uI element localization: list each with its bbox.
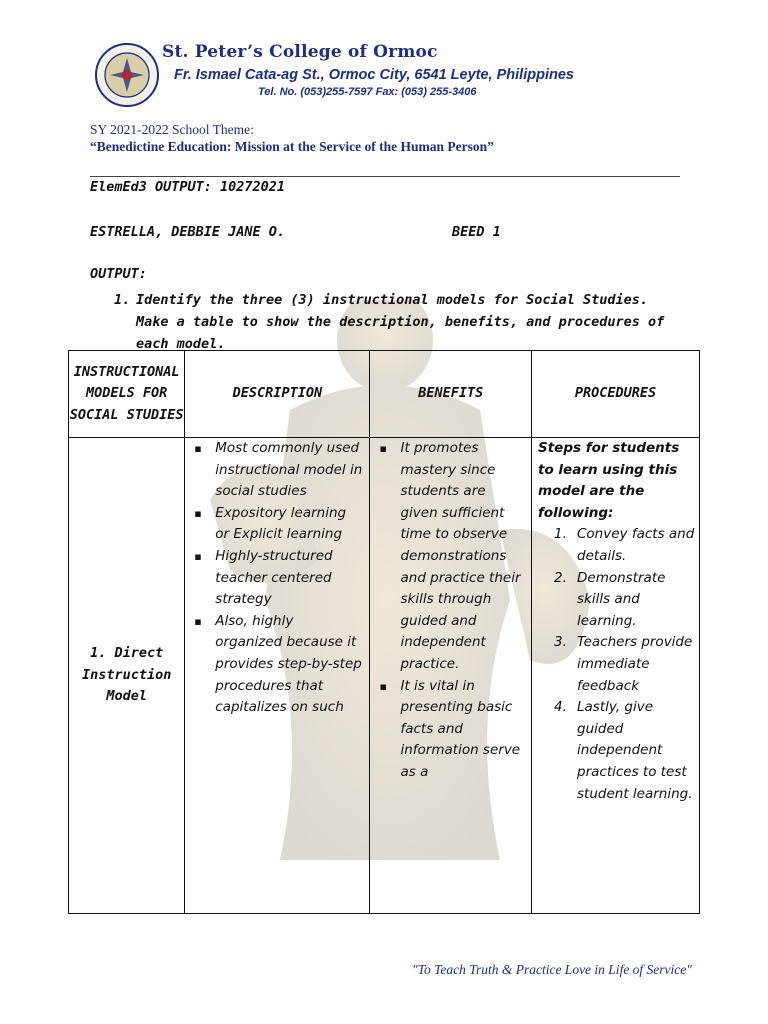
step-number: 3. [554, 634, 567, 651]
model-name: 1. Direct Instruction Model [81, 645, 172, 705]
procedures-intro: Steps for students to learn using this model are the following: [538, 440, 680, 521]
instructional-models-table [68, 350, 700, 914]
list-item: ▪ Also, highly organized because it provides step-by-step procedures that capitalizes on such [185, 611, 363, 719]
instruction-item [114, 289, 684, 355]
student-name: ESTRELLA, DEBBIE JANE O. [90, 224, 286, 240]
model-cell [69, 438, 185, 914]
list-item: ▪ It is vital in presenting basic facts and information serve as a [370, 676, 525, 784]
header-description: DESCRIPTION [185, 351, 370, 438]
school-theme [90, 121, 494, 155]
list-item [532, 632, 695, 697]
list-item [532, 568, 695, 633]
course-label: BEED 1 [452, 224, 501, 240]
output-code: ElemEd3 OUTPUT: 10272021 [90, 179, 286, 195]
list-item [532, 524, 695, 567]
item-number: 1. [114, 292, 131, 308]
step-text: Lastly, give guided independent practices to test student learning. [577, 699, 693, 802]
step-number: 1. [554, 526, 567, 543]
theme-label: SY 2021-2022 School Theme: [90, 122, 254, 137]
college-address: Fr. Ismael Cata-ag St., Ormoc City, 6541 Leyte, Philippines [174, 67, 574, 83]
procedures-list [532, 524, 699, 805]
footer-motto: "To Teach Truth & Practice Love in Life of Service" [412, 962, 692, 977]
theme-quote: “Benedictine Education: Mission at the Service of the Human Person” [90, 139, 494, 154]
step-number: 4. [554, 699, 567, 716]
item-text: Identify the three (3) instructional models for Social Studies. Make a table to show the description, benefits, and procedures of each model. [136, 292, 665, 352]
list-item: ▪ Expository learning or Explicit learning [185, 503, 363, 546]
header-procedures: PROCEDURES [532, 351, 700, 438]
procedures-cell [532, 438, 700, 914]
benefits-list [370, 438, 531, 784]
list-item: ▪ It promotes mastery since students are given sufficient time to observe demonstrations and practice their skills through guided and independent practice. [370, 438, 525, 676]
header-divider [90, 176, 680, 177]
header-benefits: BENEFITS [370, 351, 532, 438]
table-header-row [69, 351, 700, 438]
step-text: Convey facts and details. [577, 526, 695, 564]
header-models: INSTRUCTIONAL MODELS FOR SOCIAL STUDIES [69, 351, 185, 438]
college-contact: Tel. No. (053)255-7597 Fax: (053) 255-3406 [258, 86, 477, 98]
letterhead [94, 42, 694, 112]
college-name: St. Peter’s College of Ormoc [162, 42, 438, 62]
table-row [69, 438, 700, 914]
step-text: Demonstrate skills and learning. [577, 569, 666, 629]
college-seal-icon [94, 42, 160, 108]
list-item: ▪ Highly-structured teacher centered strategy [185, 546, 363, 611]
output-heading: OUTPUT: [90, 266, 147, 282]
step-text: Teachers provide immediate feedback [577, 634, 693, 694]
list-item [532, 697, 695, 805]
list-item: ▪ Most commonly used instructional model in social studies [185, 438, 363, 503]
step-number: 2. [554, 569, 567, 586]
benefits-cell [370, 438, 532, 914]
description-list [185, 438, 369, 719]
description-cell [185, 438, 370, 914]
